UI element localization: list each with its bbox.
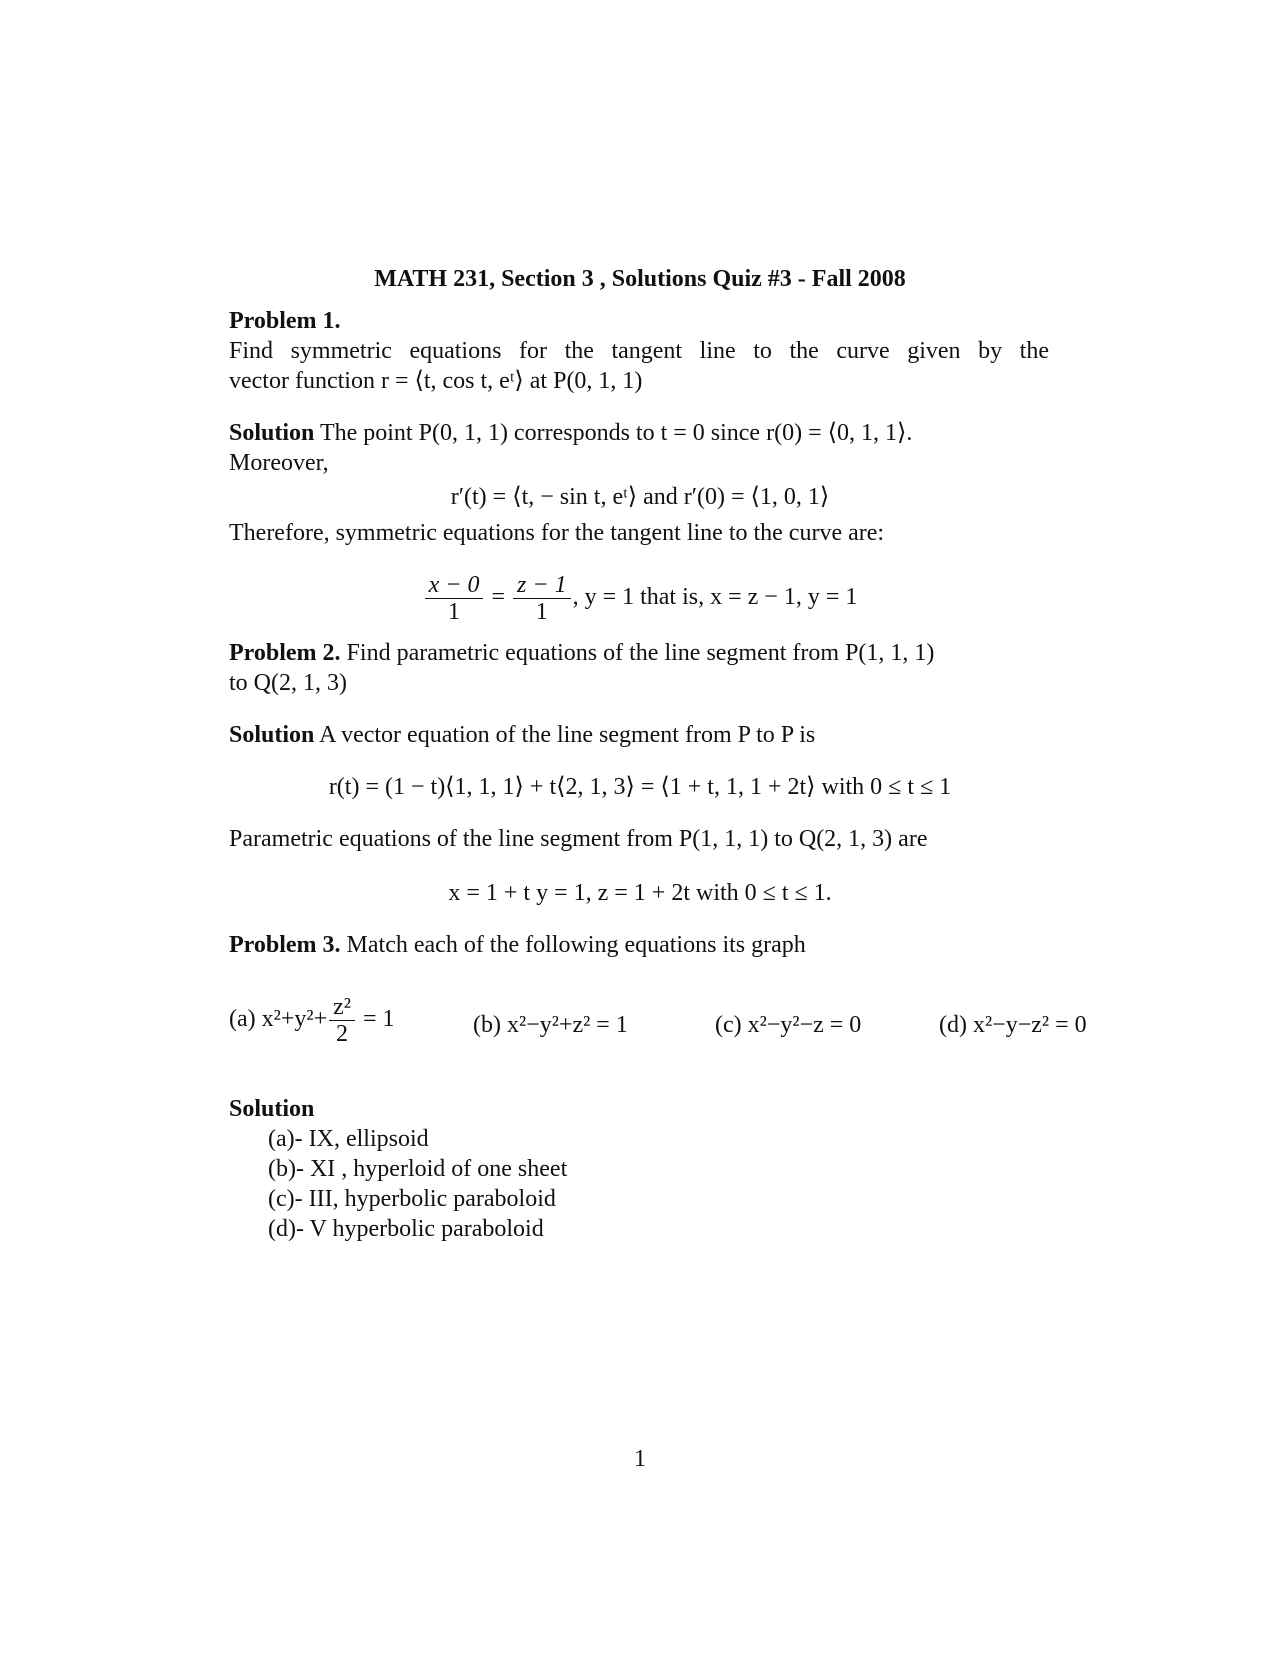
answer-d: (d)- V hyperbolic paraboloid (268, 1216, 544, 1242)
problem-3-solution-label: Solution (229, 1096, 315, 1122)
fraction-x: $\frac{x - 0}{1}$ (425, 572, 484, 625)
problem-1-heading: Problem 1. (229, 308, 341, 334)
equation-a: (a) x²+y²+ $\frac{\text{z²}}{2}$ = 1 (229, 994, 395, 1047)
problem-1-text-line2: vector function r = ⟨t, cos t, eᵗ⟩ at P(0, 1, 1) (229, 368, 643, 394)
problem-1-solution-moreover: Moreover, (229, 450, 329, 476)
problem-2-heading: Problem 2. (229, 640, 341, 666)
problem-1-therefore: Therefore, symmetric equations for the tangent line to the curve are: (229, 520, 885, 546)
problem-1-solution (229, 418, 1049, 448)
answer-a: (a)- IX, ellipsoid (268, 1126, 429, 1152)
problem-2-solution: Solution A vector equation of the line segment from P to P is (229, 722, 816, 748)
parametric-text: Parametric equations of the line segment from P(1, 1, 1) to Q(2, 1, 3) are (229, 826, 928, 852)
equation-c: (c) x²−y²−z = 0 (715, 1012, 862, 1038)
derivative-equation: r′(t) = ⟨t, − sin t, eᵗ⟩ and r′(0) = ⟨1, 0, 1⟩ (450, 484, 830, 510)
problem-1-text-line1: Find symmetric equations for the tangent line to the curve given by the (229, 338, 1049, 364)
parametric-equations: x = 1 + t y = 1, z = 1 + 2t with 0 ≤ t ≤ 1. (448, 880, 832, 906)
solution-label: Solution (229, 420, 315, 446)
symmetric-tail: , y = 1 that is, x = z − 1, y = 1 (572, 584, 858, 611)
symmetric-equations: $\frac{x - 0}{1}$ = $\frac{z - 1}{1}$ , y = 1 that is, x = z − 1, y = 1 (0, 572, 1280, 625)
answer-b: (b)- XI , hyperloid of one sheet (268, 1156, 568, 1182)
equation-b: (b) x²−y²+z² = 1 (473, 1012, 628, 1038)
fraction-z2-over-2: $\frac{\text{z²}}{2}$ (329, 994, 355, 1047)
equation-d: (d) x²−y−z² = 0 (939, 1012, 1087, 1038)
problem-3-heading: Problem 3. (229, 932, 341, 958)
problem-2-line1: Problem 2. Find parametric equations of the line segment from P(1, 1, 1) (229, 640, 935, 666)
page-number: 1 (634, 1446, 646, 1472)
problem-2-line2: to Q(2, 1, 3) (229, 670, 347, 696)
solution-text: The point P(0, 1, 1) corresponds to t = 0 since r(0) = ⟨0, 1, 1⟩. (319, 420, 913, 446)
solution-label: Solution (229, 722, 315, 748)
answer-c: (c)- III, hyperbolic paraboloid (268, 1186, 556, 1212)
answer-list (268, 1124, 567, 1244)
fraction-z: $\frac{z - 1}{1}$ (513, 572, 571, 625)
document-title: MATH 231, Section 3 , Solutions Quiz #3 - Fall 2008 (374, 266, 906, 292)
vector-equation: r(t) = (1 − t)⟨1, 1, 1⟩ + t⟨2, 1, 3⟩ = ⟨1 + t, 1, 1 + 2t⟩ with 0 ≤ t ≤ 1 (328, 774, 952, 800)
problem-3-line: Problem 3. Match each of the following equations its graph (229, 932, 806, 958)
